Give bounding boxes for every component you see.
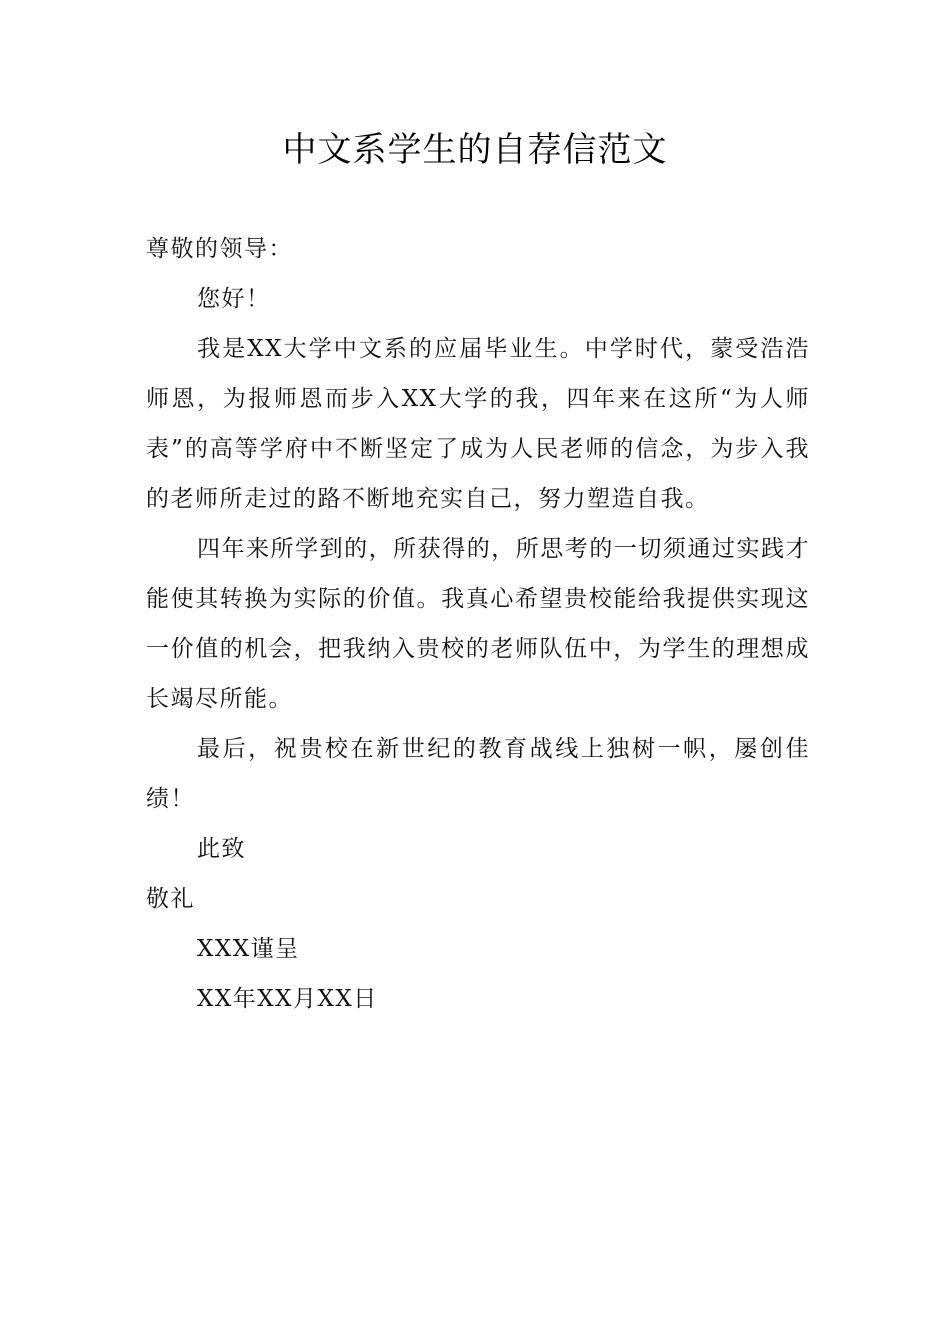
paragraph-2: 四年来所学到的，所获得的，所思考的一切须通过实践才能使其转换为实际的价值。我真心希望贵校能给我提供实现这一价值的机会，把我纳入贵校的老师队伍中，为学生的理想成长竭尽所能。 bbox=[146, 536, 810, 712]
closing-line-2: 敬礼 bbox=[146, 886, 195, 912]
document-title: 中文系学生的自荐信范文 bbox=[282, 130, 668, 170]
greeting: 您好！ bbox=[197, 286, 271, 312]
paragraph-1: 我是XX大学中文系的应届毕业生。中学时代，蒙受浩浩师恩，为报师恩而步入XX大学的我，四年来在这所“为人师表”的高等学府中不断坚定了成为人民老师的信念，为步入我的老师所走过的路不断地充实自己，努力塑造自我。 bbox=[146, 336, 810, 512]
letter-body bbox=[146, 224, 810, 1024]
paragraph-3: 最后，祝贵校在新世纪的教育战线上独树一帜，屡创佳绩！ bbox=[146, 736, 810, 812]
closing-line-1: 此致 bbox=[197, 836, 246, 862]
signature: XXX谨呈 bbox=[197, 936, 300, 962]
salutation: 尊敬的领导： bbox=[146, 236, 293, 262]
date: XX年XX月XX日 bbox=[197, 986, 378, 1012]
